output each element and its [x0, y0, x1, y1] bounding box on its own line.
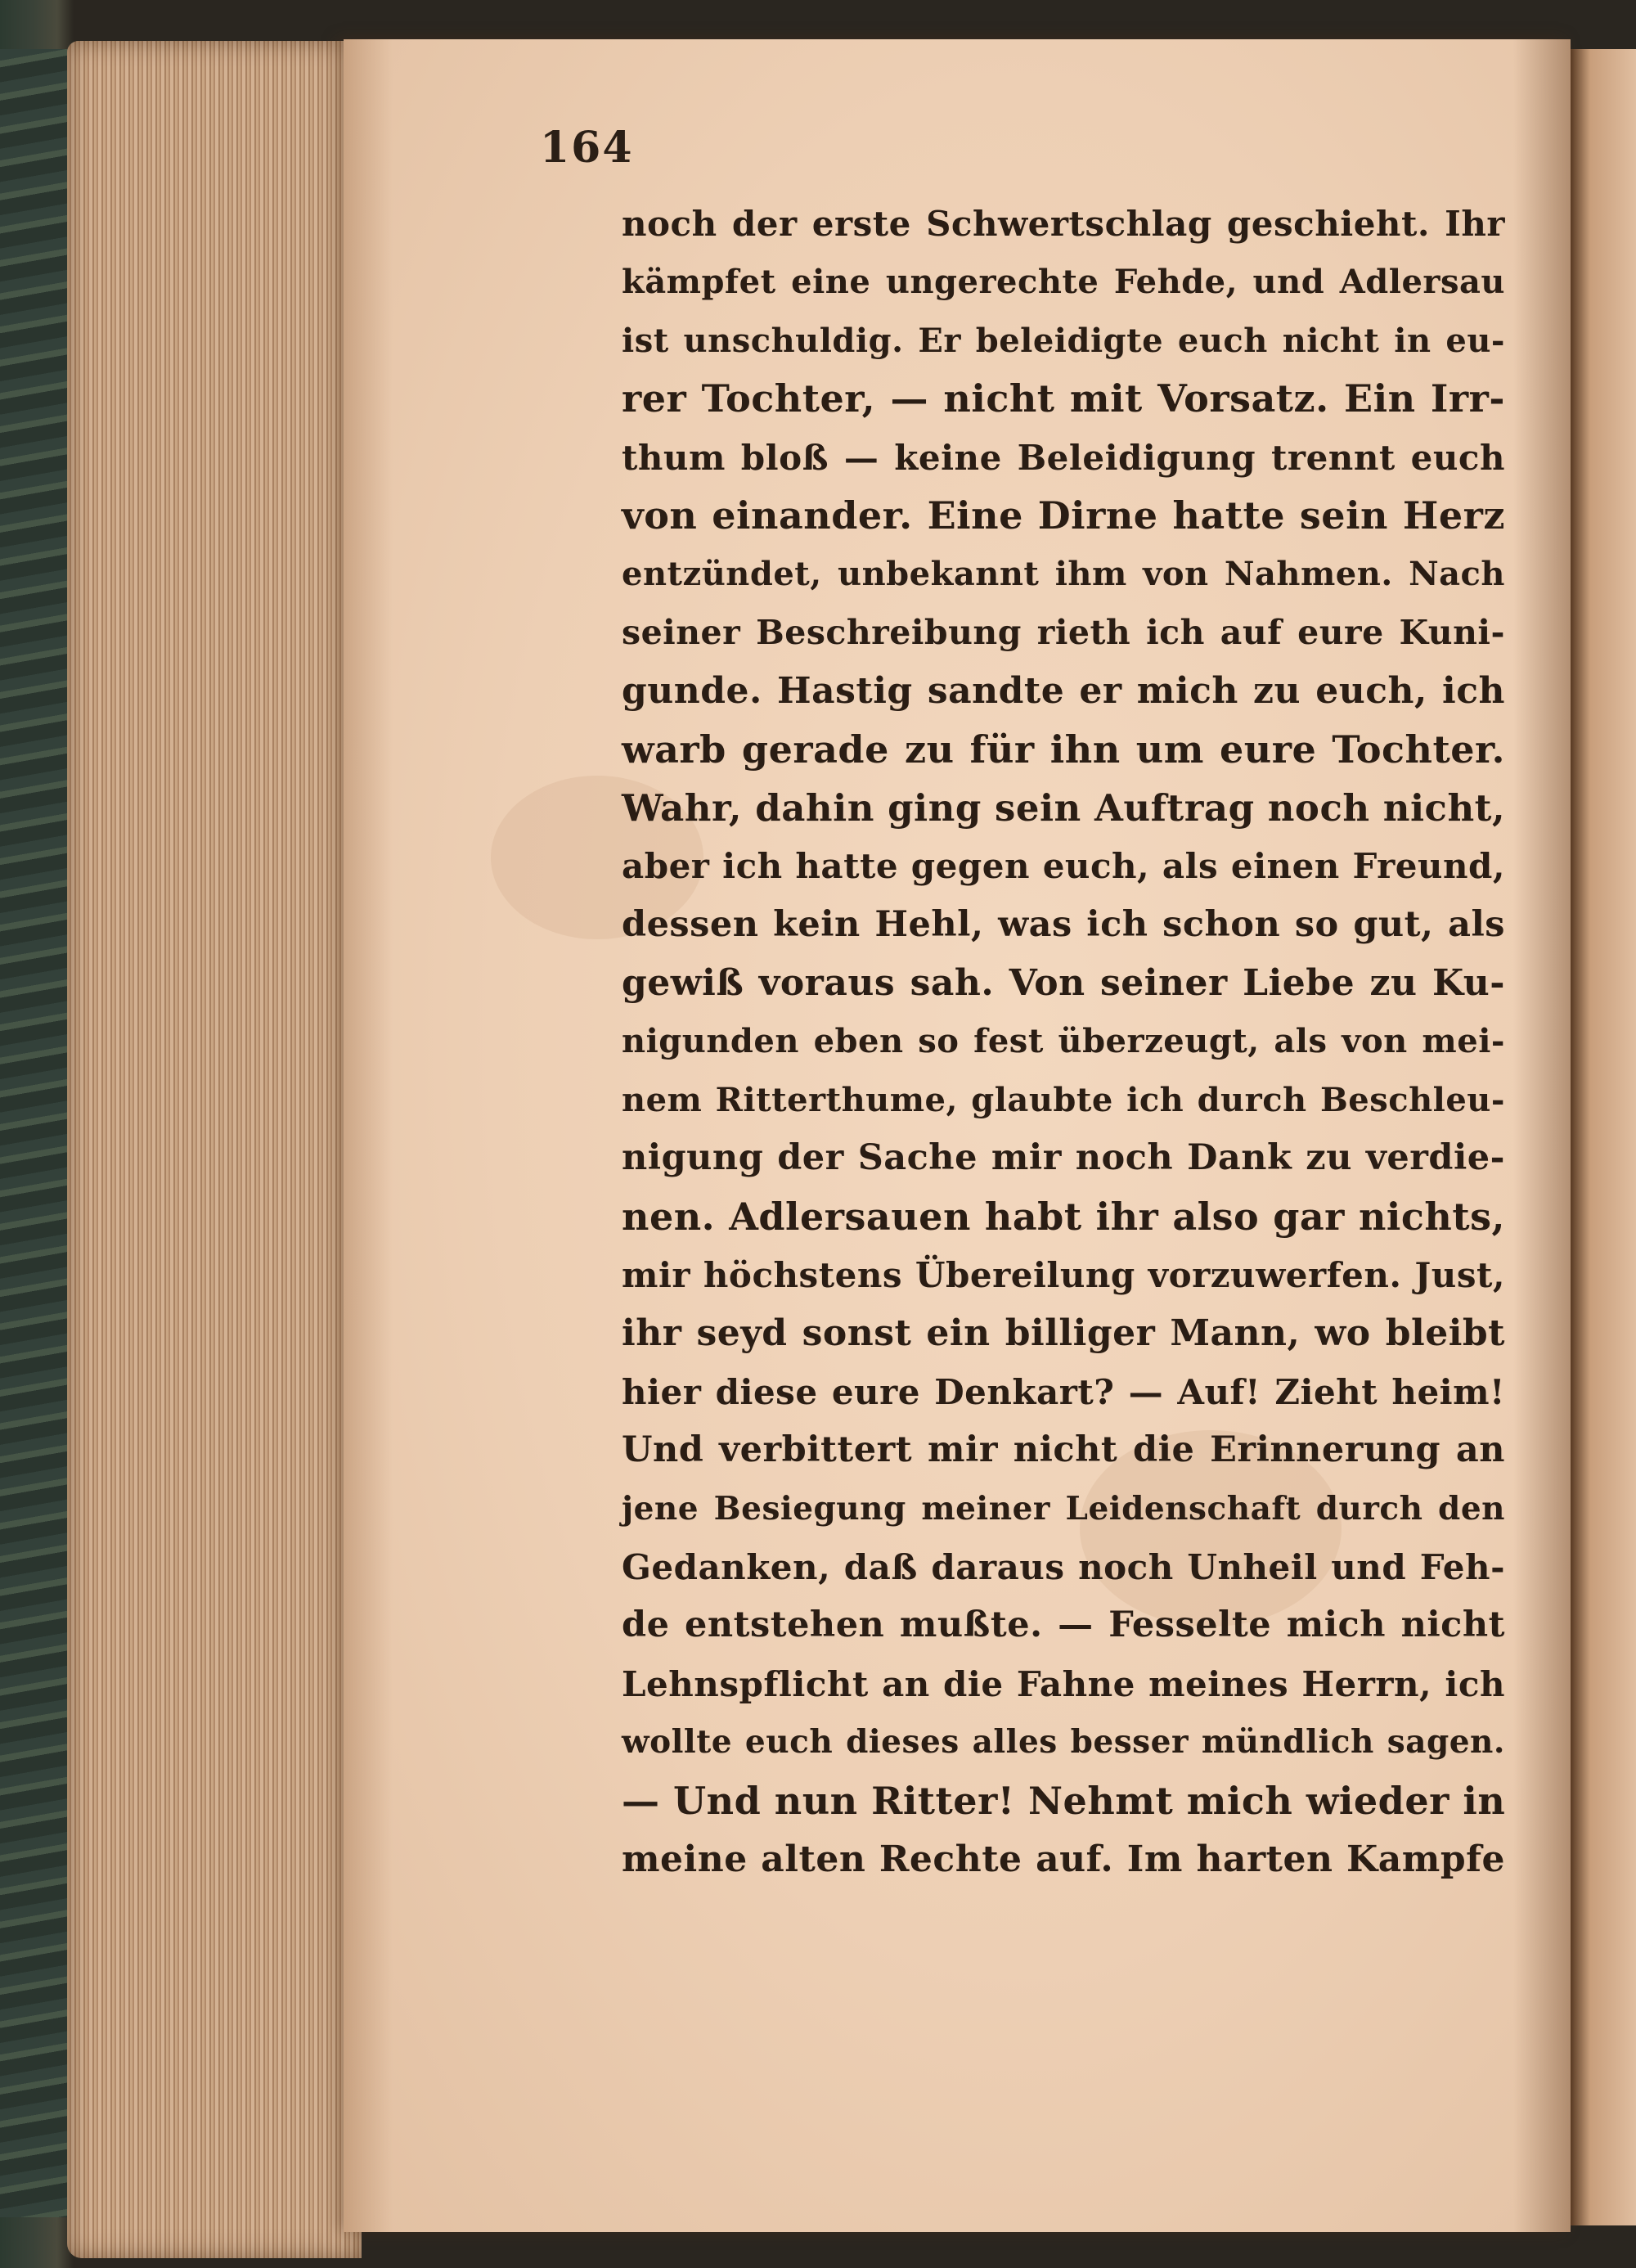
text-line: ist unschuldig. Er beleidigte euch nicht in eu- [622, 321, 1505, 360]
text-line: warb gerade zu für ihn um eure Tochter. [622, 727, 1505, 772]
page-stack-edge [67, 41, 362, 2258]
text-line: kämpfet eine ungerechte Fehde, und Adlersau [622, 263, 1505, 302]
text-line: ihr seyd sonst ein billiger Mann, wo bleibt [622, 1312, 1505, 1355]
text-line: Gedanken, daß daraus noch Unheil und Feh- [622, 1546, 1505, 1587]
text-line: noch der erste Schwertschlag geschieht. Ihr [622, 204, 1505, 244]
text-line: rer Tochter, — nicht mit Vorsatz. Ein Irr- [622, 376, 1505, 421]
text-line: gunde. Hastig sandte er mich zu euch, ich [622, 670, 1505, 713]
facing-page-edge [1571, 49, 1636, 2225]
text-line: Und verbittert mir nicht die Erinnerung an [622, 1429, 1505, 1471]
text-line: dessen kein Hehl, was ich schon so gut, als [622, 903, 1505, 945]
text-line: de entstehen mußte. — Fesselte mich nicht [622, 1604, 1505, 1646]
text-line: nigunden eben so fest überzeugt, als von mei- [622, 1022, 1505, 1061]
page-number: 164 [540, 123, 634, 173]
text-line: — Und nun Ritter! Nehmt mich wieder in [622, 1778, 1506, 1823]
text-line: hier diese eure Denkart? — Auf! Zieht heim! [622, 1371, 1505, 1412]
text-line: nen. Adlersauen habt ihr also gar nichts, [622, 1194, 1505, 1239]
text-line: jene Besiegung meiner Leidenschaft durch den [622, 1489, 1505, 1528]
text-line: mir höchstens Übereilung vorzuwerfen. Just, [622, 1255, 1505, 1296]
text-line: nigung der Sache mir noch Dank zu verdie- [622, 1137, 1505, 1179]
text-line: thum bloß — keine Beleidigung trennt euch [622, 437, 1505, 478]
text-line: nem Ritterthume, glaubte ich durch Beschleu- [622, 1080, 1505, 1119]
text-line: Lehnspflicht an die Fahne meines Herrn, ich [622, 1663, 1505, 1704]
text-line: wollte euch dieses alles besser mündlich sagen. [622, 1723, 1505, 1762]
text-line: aber ich hatte gegen euch, als einen Freund, [622, 846, 1505, 887]
text-line: meine alten Rechte auf. Im harten Kampfe [622, 1838, 1505, 1880]
text-line: seiner Beschreibung rieth ich auf eure Kuni- [622, 612, 1505, 652]
text-line: von einander. Eine Dirne hatte sein Herz [622, 493, 1505, 538]
text-line: gewiß voraus sah. Von seiner Liebe zu Ku- [622, 962, 1505, 1005]
text-line: entzündet, unbekannt ihm von Nahmen. Nach [622, 555, 1505, 594]
text-line: Wahr, dahin ging sein Auftrag noch nicht, [622, 785, 1506, 830]
body-text [622, 195, 1505, 1888]
